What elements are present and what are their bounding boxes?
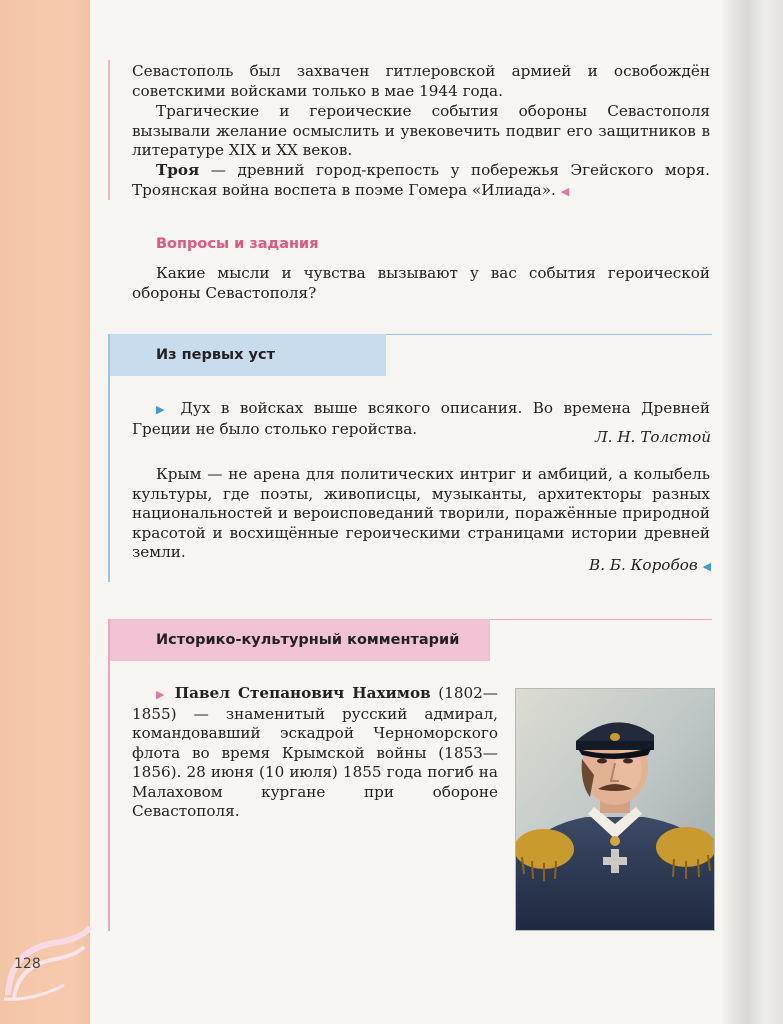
author-korobov [589, 556, 711, 574]
author-tolstoy: Л. Н. Толстой [594, 428, 711, 446]
troy-definition: — древний город-крепость у побережья Эгейского моря. Троянская война воспета в поэме Гомера «Илиада». [132, 161, 710, 199]
commentary-box-top-rule [490, 619, 712, 620]
commentary-marker-icon: ▶ [156, 688, 168, 701]
quote-end-marker-icon: ◀ [702, 560, 711, 573]
questions-heading: Вопросы и задания [156, 236, 319, 252]
quotes-box-side-rule [108, 334, 110, 582]
portrait-painting [516, 689, 714, 930]
quotes-box-top-rule [386, 334, 712, 335]
page-fold-shadow [723, 0, 783, 1024]
question-1: Какие мысли и чувства вызывают у вас события героической обороны Севастополя? [132, 264, 710, 302]
margin-rule [108, 60, 110, 200]
quote-korobov: Крым — не арена для политических интриг и амбиций, а колыбель культуры, где поэты, живописцы, музыканты, архитекторы разных национальностей и вероисповеданий творили, поражённые природной красотой и восхищённые героическими страницами истории древней земли. [132, 465, 710, 561]
paragraph-troy [132, 161, 710, 201]
page-margin-band [0, 0, 90, 1024]
commentary-box-heading: Историко-культурный комментарий [108, 619, 490, 661]
quote-tolstoy-text: Дух в войсках выше всякого описания. Во времена Древней Греции не было столько геройства. [132, 399, 711, 438]
quotes-box-heading: Из первых уст [108, 334, 386, 376]
nakhimov-bio: (1802—1855) — знаменитый русский адмирал, командовавший эскадрой Черноморского флота во время Крымской войны (1853—1856). 28 июня (10 июля) 1855 года погиб на Малаховом кургане при обороне Севастополя. [132, 684, 498, 820]
quote-start-marker-icon: ▶ [156, 403, 171, 416]
term-troy: Троя [156, 161, 200, 179]
commentary-box-side-rule [108, 619, 110, 931]
author-korobov-name: В. Б. Коробов [589, 556, 698, 574]
name-nakhimov: Павел Степанович Нахимов [174, 684, 431, 702]
end-marker-icon: ◀ [560, 184, 570, 198]
nakhimov-portrait [515, 688, 715, 931]
paragraph-sevastopol-liberation: Севастополь был захвачен гитлеровской армией и освобождён советскими войсками только в мае 1944 года. [132, 62, 710, 100]
page-number: 128 [14, 956, 41, 972]
paragraph-defense-literature: Трагические и героические события обороны Севастополя вызывали желание осмыслить и увековечить подвиг его защитников в литературе XIX и XX веков. [132, 102, 710, 159]
commentary-nakhimov [132, 684, 498, 822]
